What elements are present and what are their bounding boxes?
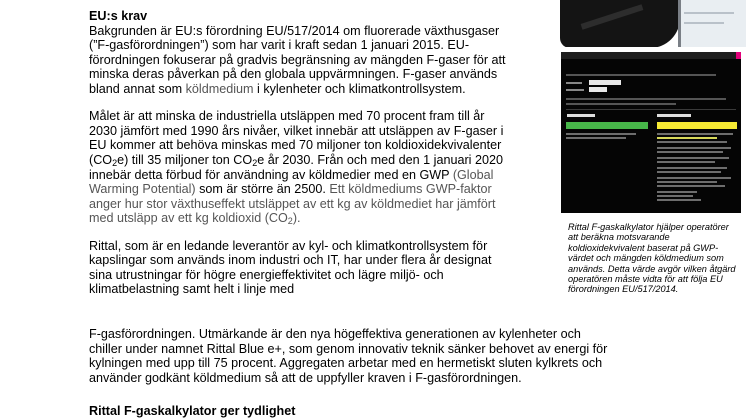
- link-gwp[interactable]: Warming Potential): [89, 182, 196, 197]
- calc-text-line: [657, 191, 697, 193]
- figure-caption: Rittal F-gaskalkylator hjälper operatörer att beräkna motsvarande koldioxidekvivalent baserat på GWP-värdet och mängden köldmedium som används. Detta värde avgör vilken åtgärd operatören måste vidta för att följa EU förordningen EU/517/2014.: [568, 222, 736, 295]
- calc-divider: [566, 109, 736, 110]
- paragraph-3-line: Rittal, som är en ledande leverantör av kyl- och klimatkontrollsystem för: [89, 238, 488, 253]
- calc-text-line: [657, 199, 701, 201]
- photo-device-line: [684, 12, 734, 14]
- paragraph-3-line: klimatbelastning samt helt i linje med: [89, 282, 295, 297]
- calc-accent: [736, 52, 741, 59]
- paragraph-2-line: anger hur stor växthuseffekt utsläppet av ett kg av köldmediet har jämfört: [89, 196, 496, 211]
- paragraph-3-line: använder godkänt köldmedium så att de uppfyller kraven i F-gasförordningen.: [89, 370, 522, 385]
- text-run: med utsläpp av ett kg koldioxid (CO: [89, 211, 288, 226]
- calc-label: [566, 82, 582, 84]
- link-gwp[interactable]: (Global: [452, 167, 494, 182]
- text-run: bland annat som: [89, 81, 186, 96]
- paragraph-1-last-line: [89, 82, 559, 97]
- paragraph-2-line: [89, 211, 559, 226]
- paragraph-3-line: chiller under namnet Rittal Blue e+, som genom innovativ teknik sänker behovet av energi för: [89, 341, 608, 356]
- calc-text-line: [657, 147, 731, 149]
- calc-text-line: [657, 167, 727, 169]
- text-run: ).: [292, 211, 301, 226]
- section-heading-eu-krav: EU:s krav: [89, 9, 148, 23]
- calc-label: [566, 89, 584, 91]
- link-koldmedium[interactable]: köldmedium: [185, 81, 254, 96]
- paragraph-3-line: kapslingar som används inom industri och IT, har under flera år designat: [89, 253, 492, 268]
- paragraph-2-line: [89, 153, 559, 168]
- text-run: e år 2030. Från och med den 1 januari 2020: [257, 152, 503, 167]
- text-run: innebär detta förbud för användning av köldmedier med en GWP: [89, 167, 453, 182]
- paragraph-3-continuation: [89, 327, 689, 385]
- calc-text-line: [566, 137, 626, 139]
- calc-field-amount: [589, 87, 607, 92]
- paragraph-1-line: minska deras påverkan på den globala uppvärmningen. F-gaser används: [89, 67, 498, 82]
- calc-text-line: [657, 157, 729, 159]
- paragraph-2-line: [89, 168, 559, 183]
- calc-info-line: [566, 98, 726, 100]
- calc-text-line: [657, 177, 731, 179]
- product-photo: [560, 0, 746, 47]
- calc-text-line: [657, 185, 725, 187]
- subscript: 2: [287, 216, 293, 227]
- calc-intro-line: [566, 74, 716, 76]
- paragraph-2-line: [89, 182, 559, 197]
- calc-text-line: [657, 141, 727, 143]
- calc-result-bar-yellow: [657, 122, 737, 129]
- paragraph-3-line: [89, 268, 559, 283]
- section-heading-kalkylator: Rittal F-gaskalkylator ger tydlighet: [89, 404, 296, 418]
- calc-text-line: [657, 137, 717, 139]
- text-run: (CO: [89, 152, 113, 167]
- paragraph-2-line: Målet är att minska de industriella utsläppen med 70 procent fram till år: [89, 109, 485, 124]
- subscript: 2: [252, 157, 258, 168]
- paragraph-3-line: kylningen med upp till 75 procent. Aggregaten arbetar med en hermetiskt sluten kylkrets och: [89, 356, 603, 371]
- subscript: 2: [112, 157, 118, 168]
- calc-info-line: [566, 103, 676, 105]
- calc-col-head: [657, 114, 691, 117]
- text-run: som är större än 2500.: [195, 182, 326, 197]
- paragraph-2-line: EU kommer att behöva minskas med 70 miljoner ton koldioxidekvivalenter: [89, 138, 502, 153]
- photo-device-line: [684, 22, 724, 24]
- paragraph-1-line: (”F-gasförordningen”) som har varit i kraft sedan 1 januari 2015. EU-: [89, 38, 470, 53]
- text-run: kylenheter och klimatkontrollsystem.: [263, 81, 466, 96]
- calc-text-line: [657, 195, 693, 197]
- calculator-screenshot: [561, 52, 741, 213]
- calc-field-refrigerant: [589, 80, 621, 85]
- paragraph-1-line: förordningen fokuserar på gradvis begränsning av mängden F-gaser för att: [89, 52, 506, 67]
- calc-result-bar-green: [566, 122, 648, 129]
- paragraph-2-line: 2030 jämfört med 1990 års nivåer, vilket innebär att utsläppen av F-gaser i: [89, 123, 504, 138]
- photo-dark-area: [560, 0, 680, 47]
- calc-topbar: [561, 52, 741, 59]
- paragraph-1-line: Bakgrunden är EU:s förordning EU/517/2014 om fluorerade växthusgaser: [89, 23, 500, 38]
- text-run: i: [253, 81, 264, 96]
- calc-text-line: [657, 181, 717, 183]
- calc-text-line: [657, 151, 723, 153]
- calc-col-head: [567, 114, 595, 117]
- calc-text-line: [566, 133, 636, 135]
- text-run-grey: Ett köldmediums GWP-faktor: [325, 182, 492, 197]
- paragraph-3-line: F-gasförordningen. Utmärkande är den nya högeffektiva generationen av kylenheter och: [89, 327, 581, 341]
- main-column: [89, 9, 559, 297]
- text-run: sina utrustningar för högre: [89, 267, 240, 282]
- calc-text-line: [657, 133, 733, 135]
- link-energieffektivitet[interactable]: energieffektivitet och lägre miljö- och: [239, 267, 444, 282]
- text-run: e) till 35 miljoner ton CO: [117, 152, 253, 167]
- calc-text-line: [657, 171, 721, 173]
- calc-text-line: [657, 161, 715, 163]
